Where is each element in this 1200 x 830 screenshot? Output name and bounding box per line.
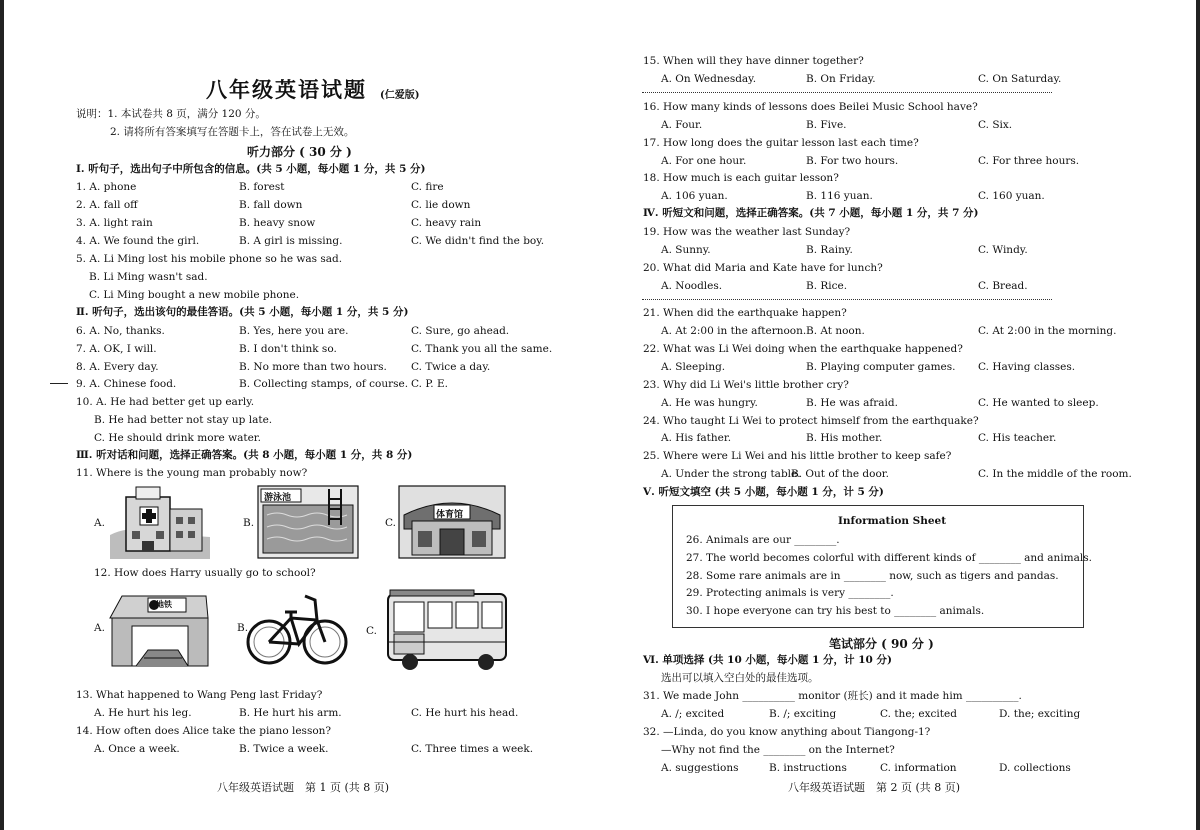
q17-c: C. For three hours.	[978, 155, 1080, 167]
info-29: 29. Protecting animals is very ________.	[686, 587, 894, 599]
section-6-header: Ⅵ. 单项选择 (共 10 小题，每小题 1 分，计 10 分)	[643, 654, 892, 666]
q11-gym-sign: 体育馆	[436, 510, 464, 520]
q24-c: C. His teacher.	[978, 432, 1057, 444]
q16-b: B. Five.	[806, 119, 847, 131]
q19-a: A. Sunny.	[661, 244, 711, 256]
right-page-footer: 八年级英语试题 第 2 页 (共 8 页)	[788, 781, 961, 794]
q13-c: C. He hurt his head.	[411, 707, 519, 719]
note-1: 说明：1. 本试卷共 8 页，满分 120 分。	[76, 108, 266, 120]
q4-c: C. We didn't find the boy.	[411, 235, 545, 247]
info-26: 26. Animals are our ________.	[686, 534, 840, 546]
q19-c: C. Windy.	[978, 244, 1028, 256]
q2-a: 2. A. fall off	[76, 199, 138, 211]
q16-question: 16. How many kinds of lessons does Beilei Music School have?	[643, 101, 978, 113]
q17-a: A. For one hour.	[661, 155, 747, 167]
info-28: 28. Some rare animals are in ________ now, such as tigers and pandas.	[686, 570, 1059, 582]
q8-b: B. No more than two hours.	[239, 361, 387, 373]
q14-question: 14. How often does Alice take the piano lesson?	[76, 725, 332, 737]
q32-b: B. instructions	[769, 762, 847, 774]
q13-a: A. He hurt his leg.	[94, 707, 192, 719]
q32-c: C. information	[880, 762, 957, 774]
q14-c: C. Three times a week.	[411, 743, 534, 755]
q31-a: A. /; excited	[661, 708, 725, 720]
q4-b: B. A girl is missing.	[239, 235, 343, 247]
q11-gym-picture	[398, 485, 506, 563]
written-title: 笔试部分 ( 90 分 )	[829, 637, 934, 651]
q16-c: C. Six.	[978, 119, 1013, 131]
q21-c: C. At 2:00 in the morning.	[978, 325, 1117, 337]
q6-c: C. Sure, go ahead.	[411, 325, 510, 337]
q25-question: 25. Where were Li Wei and his little brother to keep safe?	[643, 450, 952, 462]
q15-c: C. On Saturday.	[978, 73, 1062, 85]
q15-question: 15. When will they have dinner together?	[643, 55, 864, 67]
q7-c: C. Thank you all the same.	[411, 343, 553, 355]
q10-b: B. He had better not stay up late.	[94, 414, 273, 426]
q24-question: 24. Who taught Li Wei to protect himself from the earthquake?	[643, 415, 979, 427]
q11-question: 11. Where is the young man probably now?	[76, 467, 308, 479]
q14-a: A. Once a week.	[94, 743, 180, 755]
q32-reply: —Why not find the ________ on the Internet?	[661, 744, 895, 756]
q10-c: C. He should drink more water.	[94, 432, 261, 444]
section-2-header: Ⅱ. 听句子，选出该句的最佳答语。(共 5 小题，每小题 1 分，共 5 分)	[76, 306, 409, 318]
q23-a: A. He was hungry.	[661, 397, 758, 409]
q31-question: 31. We made John __________ monitor (班长) and it made him __________.	[643, 690, 1022, 702]
q12-bus-picture	[382, 586, 510, 676]
q12-opt-c-label: C.	[366, 625, 377, 637]
q32-question: 32. —Linda, do you know anything about Tiangong-1?	[643, 726, 931, 738]
q3-b: B. heavy snow	[239, 217, 316, 229]
q6-a: 6. A. No, thanks.	[76, 325, 165, 337]
q23-b: B. He was afraid.	[806, 397, 898, 409]
q18-a: A. 106 yuan.	[661, 190, 728, 202]
section-1-header: Ⅰ. 听句子，选出句子中所包含的信息。(共 5 小题，每小题 1 分，共 5 分)	[76, 163, 426, 175]
q20-b: B. Rice.	[806, 280, 848, 292]
q2-c: C. lie down	[411, 199, 471, 211]
q18-question: 18. How much is each guitar lesson?	[643, 172, 839, 184]
left-scan-edge	[0, 0, 4, 830]
q1-a: 1. A. phone	[76, 181, 137, 193]
q1-c: C. fire	[411, 181, 444, 193]
q20-question: 20. What did Maria and Kate have for lunch?	[643, 262, 883, 274]
info-27: 27. The world becomes colorful with different kinds of ________ and animals.	[686, 552, 1092, 564]
q18-b: B. 116 yuan.	[806, 190, 873, 202]
q3-a: 3. A. light rain	[76, 217, 153, 229]
q31-d: D. the; exciting	[999, 708, 1081, 720]
divider-1	[642, 92, 1052, 93]
q11-pool-sign: 游泳池	[264, 493, 292, 503]
left-page-footer: 八年级英语试题 第 1 页 (共 8 页)	[217, 781, 390, 794]
q11-opt-c-label: C.	[385, 517, 396, 529]
exam-title: 八年级英语试题	[206, 77, 367, 102]
q25-b: B. Out of the door.	[791, 468, 889, 480]
q9-a: 9. A. Chinese food.	[76, 378, 177, 390]
info-30: 30. I hope everyone can try his best to ________ animals.	[686, 605, 985, 617]
section-6-instruction: 选出可以填入空白处的最佳选项。	[661, 672, 819, 684]
q22-b: B. Playing computer games.	[806, 361, 956, 373]
q13-b: B. He hurt his arm.	[239, 707, 342, 719]
q11-opt-b-label: B.	[243, 517, 255, 529]
q21-a: A. At 2:00 in the afternoon.	[661, 325, 807, 337]
q9-b: B. Collecting stamps, of course.	[239, 378, 409, 390]
q9-c: C. P. E.	[411, 378, 448, 390]
q23-c: C. He wanted to sleep.	[978, 397, 1099, 409]
q5-a: 5. A. Li Ming lost his mobile phone so he was sad.	[76, 253, 343, 265]
divider-2	[642, 299, 1052, 300]
q19-question: 19. How was the weather last Sunday?	[643, 226, 851, 238]
q22-question: 22. What was Li Wei doing when the earthquake happened?	[643, 343, 963, 355]
q17-question: 17. How long does the guitar lesson last each time?	[643, 137, 919, 149]
q2-b: B. fall down	[239, 199, 303, 211]
q25-c: C. In the middle of the room.	[978, 468, 1132, 480]
q21-question: 21. When did the earthquake happen?	[643, 307, 847, 319]
q12-subway-sign: 地铁	[156, 599, 172, 609]
information-sheet-title: Information Sheet	[838, 515, 947, 527]
q8-c: C. Twice a day.	[411, 361, 491, 373]
q11-hospital-picture	[110, 485, 210, 563]
section-3-header: Ⅲ. 听对话和问题，选择正确答案。(共 8 小题，每小题 1 分，共 8 分)	[76, 449, 413, 461]
section-4-header: Ⅳ. 听短文和问题，选择正确答案。(共 7 小题，每小题 1 分，共 7 分)	[643, 207, 979, 219]
q31-c: C. the; excited	[880, 708, 957, 720]
q11-opt-a-label: A.	[94, 517, 105, 529]
q24-a: A. His father.	[661, 432, 732, 444]
q17-b: B. For two hours.	[806, 155, 899, 167]
q8-a: 8. A. Every day.	[76, 361, 159, 373]
q31-b: B. /; exciting	[769, 708, 837, 720]
q12-opt-a-label: A.	[94, 622, 105, 634]
q12-bicycle-picture	[245, 590, 351, 672]
right-scan-edge	[1196, 0, 1200, 830]
listening-title: 听力部分 ( 30 分 )	[247, 145, 352, 159]
q5-c: C. Li Ming bought a new mobile phone.	[89, 289, 300, 301]
q22-a: A. Sleeping.	[661, 361, 726, 373]
q16-a: A. Four.	[661, 119, 703, 131]
q21-b: B. At noon.	[806, 325, 865, 337]
q32-d: D. collections	[999, 762, 1071, 774]
q20-c: C. Bread.	[978, 280, 1028, 292]
q5-b: B. Li Ming wasn't sad.	[89, 271, 208, 283]
q10-a: 10. A. He had better get up early.	[76, 396, 255, 408]
q4-a: 4. A. We found the girl.	[76, 235, 200, 247]
q12-question: 12. How does Harry usually go to school?	[94, 567, 316, 579]
q6-b: B. Yes, here you are.	[239, 325, 349, 337]
q12-opt-b-label: B.	[237, 622, 249, 634]
note-2: 2. 请将所有答案填写在答题卡上，答在试卷上无效。	[110, 126, 355, 138]
q24-b: B. His mother.	[806, 432, 883, 444]
q1-b: B. forest	[239, 181, 285, 193]
q22-c: C. Having classes.	[978, 361, 1076, 373]
q13-question: 13. What happened to Wang Peng last Friday?	[76, 689, 323, 701]
q25-a: A. Under the strong table.	[661, 468, 801, 480]
q20-a: A. Noodles.	[661, 280, 723, 292]
q7-a: 7. A. OK, I will.	[76, 343, 157, 355]
margin-mark	[50, 383, 68, 384]
exam-edition: (仁爱版)	[380, 90, 420, 101]
q19-b: B. Rainy.	[806, 244, 853, 256]
q15-a: A. On Wednesday.	[661, 73, 757, 85]
section-5-header: Ⅴ. 听短文填空 (共 5 小题，每小题 1 分，计 5 分)	[643, 486, 884, 498]
q18-c: C. 160 yuan.	[978, 190, 1045, 202]
q15-b: B. On Friday.	[806, 73, 876, 85]
q23-question: 23. Why did Li Wei's little brother cry?	[643, 379, 849, 391]
q7-b: B. I don't think so.	[239, 343, 337, 355]
q3-c: C. heavy rain	[411, 217, 482, 229]
q14-b: B. Twice a week.	[239, 743, 329, 755]
q32-a: A. suggestions	[661, 762, 739, 774]
